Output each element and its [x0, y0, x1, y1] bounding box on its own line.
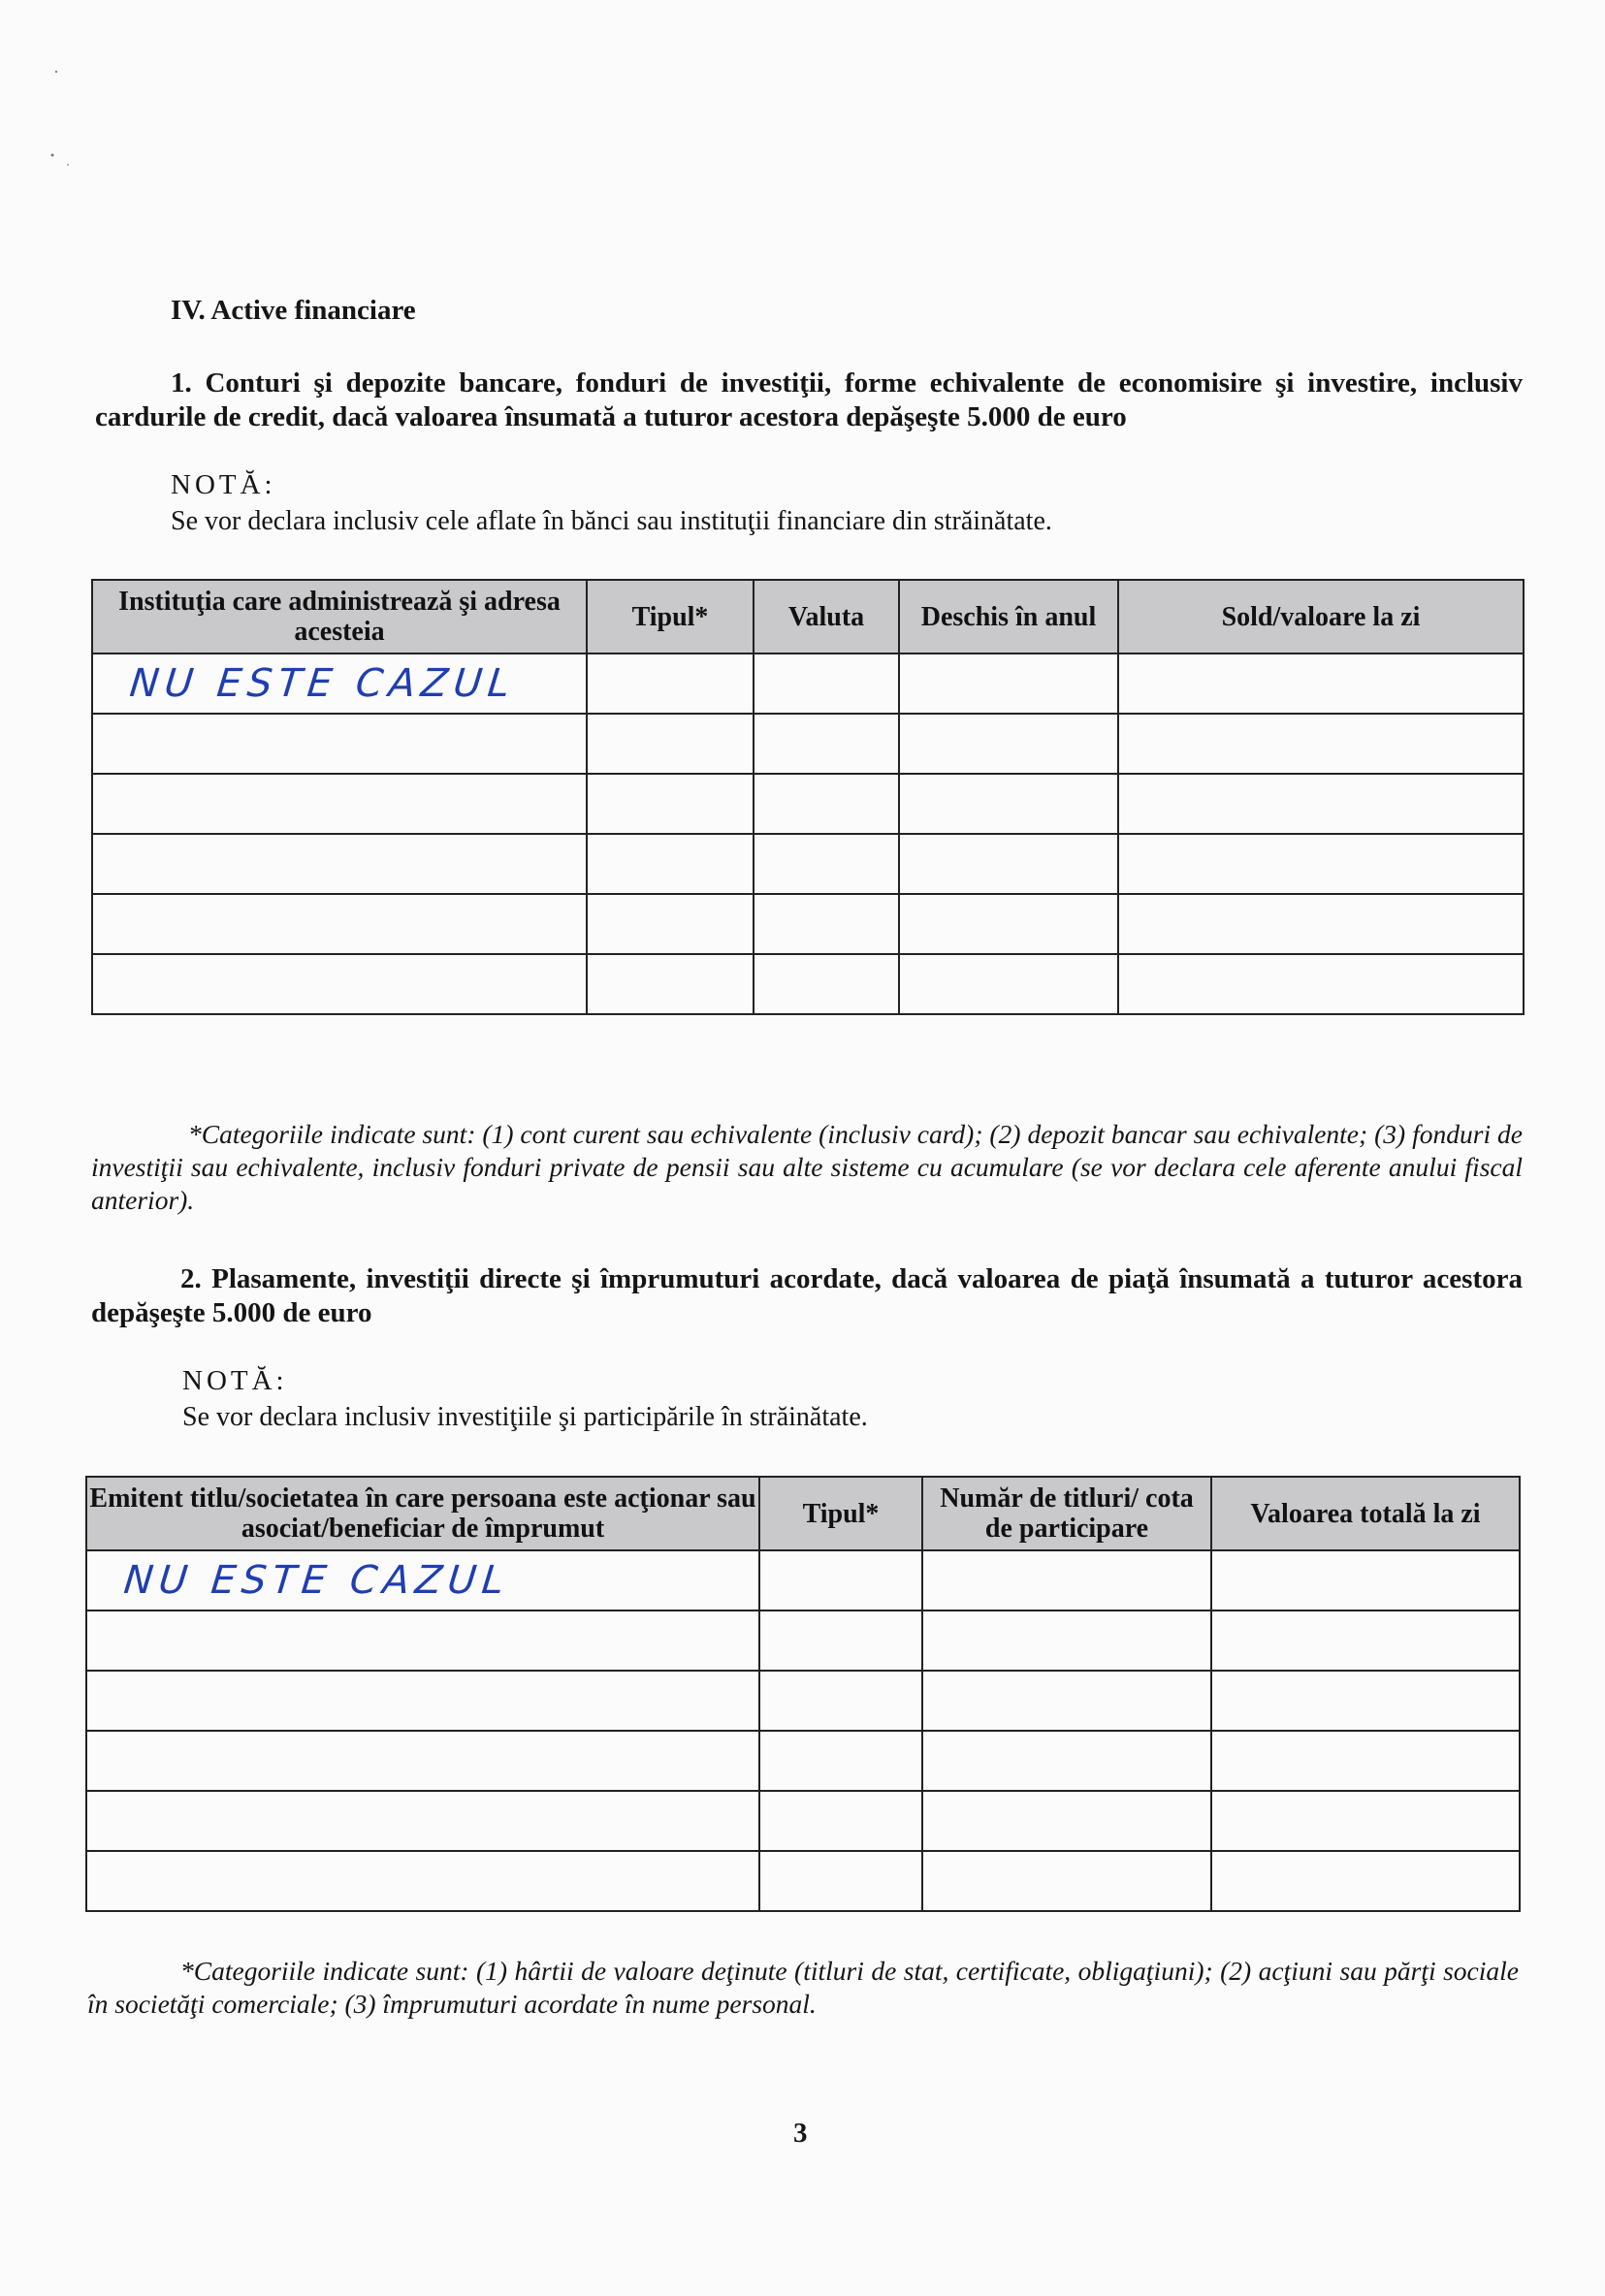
page-number: 3 — [793, 2118, 808, 2149]
investments-table — [85, 1476, 1521, 1912]
col-institution: Instituţia care administrează şi adresa acesteia — [92, 580, 587, 654]
table-row — [86, 1610, 1520, 1671]
table-cell — [92, 654, 587, 714]
table-row — [86, 1671, 1520, 1731]
section2-note-text: Se vor declara inclusiv investiţiile şi participările în străinătate. — [182, 1402, 868, 1432]
section1-note-text: Se vor declara inclusiv cele aflate în bănci sau instituţii financiare din străinătate. — [171, 506, 1052, 536]
section-title: IV. Active financiare — [171, 295, 416, 326]
col-issuer: Emitent titlu/societatea în care persoana este acţionar sau asociat/beneficiar de împrumut — [86, 1477, 759, 1550]
scan-specks — [39, 58, 78, 175]
accounts-table — [91, 579, 1525, 1015]
table-row — [92, 894, 1524, 954]
section2-title: 2. Plasamente, investiţii directe şi împrumuturi acordate, dacă valoarea de piaţă însumată a tuturor acestora depăşeşte 5.000 de euro — [91, 1263, 1523, 1328]
table-cell — [86, 1550, 759, 1610]
table-row — [86, 1851, 1520, 1911]
section1-footnote: *Categoriile indicate sunt: (1) cont curent sau echivalente (inclusiv card); (2) depozit bancar sau echivalente; (3) fonduri de investiţii sau echivalente, inclusiv fonduri private de pensii sau alte sisteme cu acumulare (se vor declara cele aferente anului fiscal anterior). — [91, 1119, 1523, 1215]
col-currency: Valuta — [754, 580, 899, 654]
table-row — [92, 954, 1524, 1014]
col-type: Tipul* — [587, 580, 754, 654]
table-row — [92, 714, 1524, 774]
section1-title: 1. Conturi şi depozite bancare, fonduri de investiţii, forme echivalente de economisire şi investire, inclusiv cardurile de credit, dacă valoarea însumată a tuturor acestora depăşeşte 5.000 de euro — [95, 367, 1523, 432]
table-row — [92, 834, 1524, 894]
table-row — [86, 1731, 1520, 1791]
handwritten-entry: NU ESTE CAZUL — [127, 661, 518, 706]
table-row — [92, 654, 1524, 714]
table-row — [86, 1791, 1520, 1851]
handwritten-entry: NU ESTE CAZUL — [121, 1558, 512, 1603]
col-type: Tipul* — [759, 1477, 922, 1550]
col-balance: Sold/valoare la zi — [1118, 580, 1524, 654]
col-total-value: Valoarea totală la zi — [1211, 1477, 1520, 1550]
table-row — [92, 774, 1524, 834]
col-shares: Număr de titluri/ cota de participare — [922, 1477, 1211, 1550]
section1-note-label: NOTĂ: — [171, 469, 276, 500]
section2-footnote: *Categoriile indicate sunt: (1) hârtii de valoare deţinute (titluri de stat, certificate, obligaţiuni); (2) acţiuni sau părţi sociale în societăţi comerciale; (3) împrumuturi acordate în nume personal. — [87, 1956, 1519, 2019]
section2-note-label: NOTĂ: — [182, 1365, 288, 1396]
col-opened-year: Deschis în anul — [899, 580, 1118, 654]
table-row — [86, 1550, 1520, 1610]
